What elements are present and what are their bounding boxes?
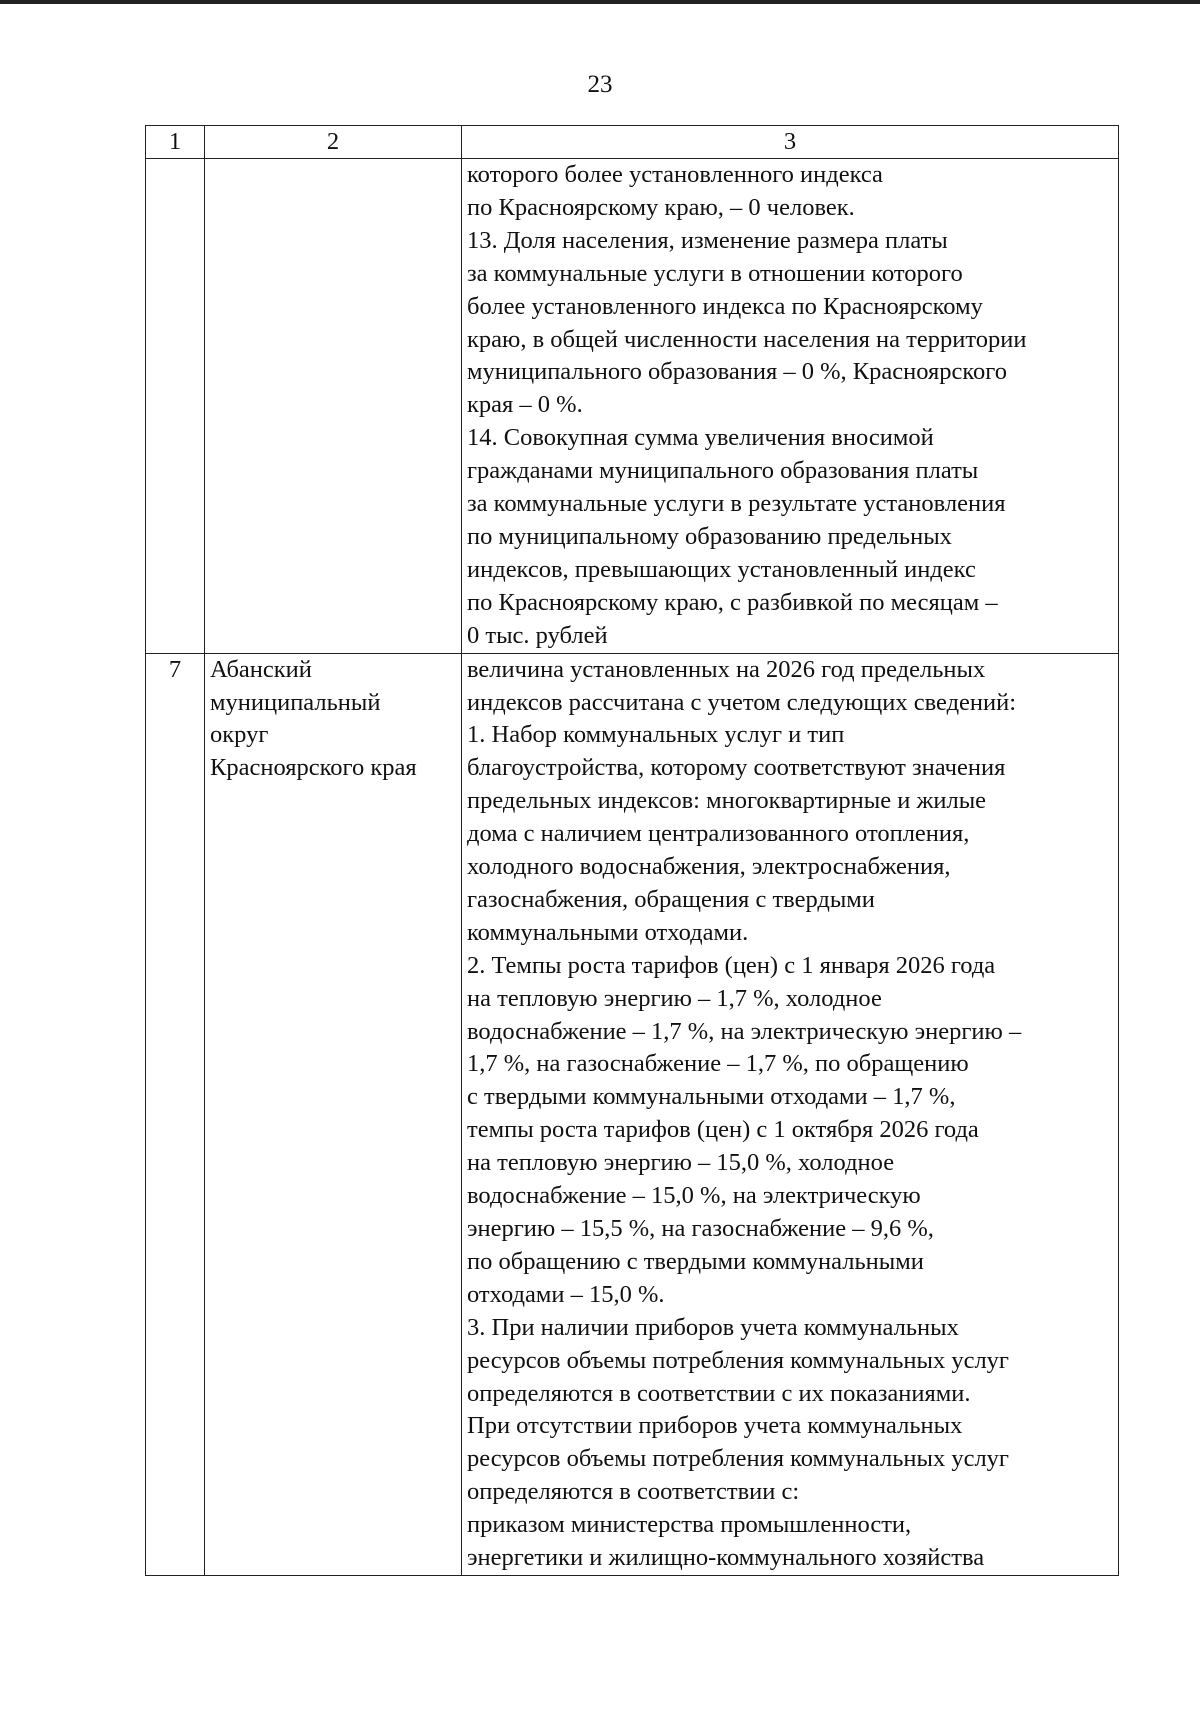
text-line: благоустройства, которому соответствуют значения [467, 754, 1006, 782]
text-line: холодного водоснабжения, электроснабжения, [467, 853, 951, 881]
text-line: отходами – 15,0 %. [467, 1280, 665, 1308]
name-line: Красноярского края [210, 754, 417, 782]
description-cell [462, 653, 1119, 1575]
text-line: ресурсов объемы потребления коммунальных услуг [467, 1346, 1009, 1374]
scan-edge [0, 0, 1200, 4]
text-line: 13. Доля населения, изменение размера платы [467, 226, 948, 254]
text-line: водоснабжение – 1,7 %, на электрическую энергию – [467, 1017, 1022, 1045]
text-line: по муниципальному образованию предельных [467, 522, 952, 550]
text-line: на тепловую энергию – 15,0 %, холодное [467, 1149, 895, 1177]
municipality-name-cell [205, 159, 462, 654]
text-line: более установленного индекса по Красноярскому [467, 292, 983, 320]
row-number: 7 [146, 653, 205, 1575]
table-row [146, 159, 1119, 654]
text-line: 1,7 %, на газоснабжение – 1,7 %, по обращению [467, 1050, 969, 1078]
text-line: предельных индексов: многоквартирные и жилые [467, 787, 987, 815]
text-line: по обращению с твердыми коммунальными [467, 1247, 924, 1275]
text-line: 0 тыс. рублей [467, 621, 608, 649]
text-line: энергию – 15,5 %, на газоснабжение – 9,6 %, [467, 1215, 934, 1242]
name-line: Абанский [210, 655, 312, 683]
text-line: ресурсов объемы потребления коммунальных услуг [467, 1445, 1009, 1473]
text-line: приказом министерства промышленности, [467, 1511, 912, 1539]
text-line: на тепловую энергию – 1,7 %, холодное [467, 984, 882, 1012]
column-header-number: 1 [146, 126, 205, 159]
table-row [146, 653, 1119, 1575]
text-line: которого более установленного индекса [467, 161, 883, 188]
column-header-description: 3 [462, 126, 1119, 159]
name-line: муниципальный [210, 688, 381, 716]
text-line: 3. При наличии приборов учета коммунальных [467, 1313, 959, 1341]
name-line: округ [210, 721, 269, 749]
text-line: с твердыми коммунальными отходами – 1,7 %, [467, 1083, 956, 1111]
text-line: 1. Набор коммунальных услуг и тип [467, 721, 845, 749]
text-line: краю, в общей численности населения на территории [467, 325, 1027, 353]
text-line: 14. Совокупная сумма увеличения вносимой [467, 424, 934, 452]
text-line: муниципального образования – 0 %, Красноярского [467, 358, 1007, 386]
text-line: гражданами муниципального образования платы [467, 457, 979, 485]
text-line: по Красноярскому краю, с разбивкой по месяцам – [467, 588, 998, 616]
text-line: определяются в соответствии с их показаниями. [467, 1379, 971, 1407]
text-line: индексов, превышающих установленный индекс [467, 555, 976, 583]
text-line: за коммунальные услуги в результате установления [467, 490, 1006, 518]
text-line: края – 0 %. [467, 391, 583, 419]
table-header-row [146, 126, 1119, 159]
municipality-name-cell [205, 653, 462, 1575]
text-line: за коммунальные услуги в отношении которого [467, 259, 963, 287]
data-table [145, 125, 1119, 1576]
text-line: величина установленных на 2026 год предельных [467, 655, 986, 683]
text-line: газоснабжения, обращения с твердыми [467, 885, 875, 913]
row-number [146, 159, 205, 654]
text-line: определяются в соответствии с: [467, 1478, 800, 1506]
text-line: дома с наличием централизованного отопления, [467, 820, 970, 848]
text-line: темпы роста тарифов (цен) с 1 октября 2026 года [467, 1116, 979, 1144]
text-line: по Красноярскому краю, – 0 человек. [467, 193, 855, 221]
page-number: 23 [587, 71, 613, 98]
text-line: коммунальными отходами. [467, 918, 749, 946]
text-line: 2. Темпы роста тарифов (цен) с 1 января 2026 года [467, 951, 996, 979]
text-line: При отсутствии приборов учета коммунальных [467, 1412, 963, 1440]
text-line: индексов рассчитана с учетом следующих сведений: [467, 688, 1017, 716]
description-cell [462, 159, 1119, 654]
column-header-name: 2 [205, 126, 462, 159]
text-line: энергетики и жилищно-коммунального хозяйства [467, 1544, 985, 1572]
text-line: водоснабжение – 15,0 %, на электрическую [467, 1182, 921, 1210]
